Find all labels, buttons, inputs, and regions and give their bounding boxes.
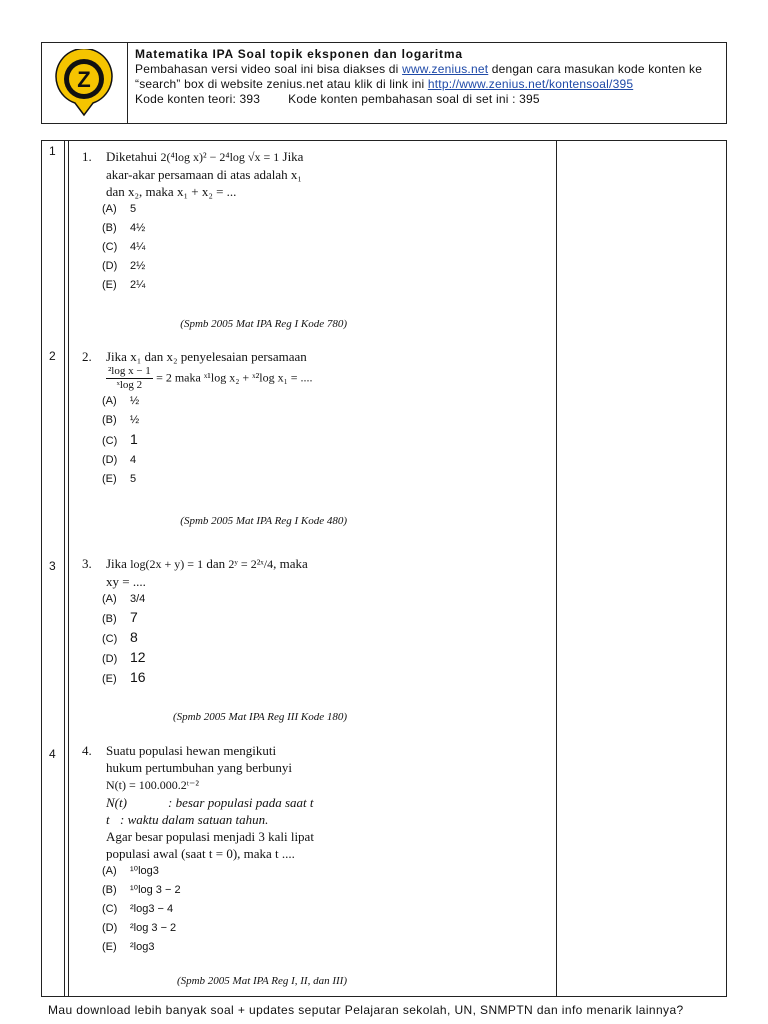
option-a[interactable]: (A) 3/4 [102, 593, 146, 605]
option-b[interactable]: (B) 4½ [102, 222, 146, 234]
header-text [135, 47, 725, 107]
question-3 [82, 555, 344, 688]
equation: log(2x + y) = 1 [130, 557, 204, 571]
option-d[interactable]: (D) 12 [102, 649, 146, 665]
equation: = 2 maka ˣ¹log x₂ + ˣ²log x₁ = .... [156, 370, 313, 385]
question-4 [82, 742, 344, 957]
option-c[interactable]: (C) ²log3 − 4 [102, 903, 174, 915]
question-source: (Spmb 2005 Mat IPA Reg I, II, dan III) [176, 975, 347, 987]
question-source: (Spmb 2005 Mat IPA Reg III Kode 180) [172, 711, 347, 723]
header-line-2 [135, 62, 725, 77]
question-text: Suatu populasi hewan mengikuti hukum pertumbuhan yang berbunyi N(t) = 100.000.2ᵗ⁻² N(t) : besar populasi pada saat t t : waktu dalam satuan tahun. Agar besar populasi menjadi 3 kali lipat populasi awal (saat t = 0), maka t .... [106, 743, 314, 861]
header-line2-suffix: dengan cara masukan kode konten ke [488, 62, 703, 76]
kontensoal-link[interactable]: http://www.zenius.net/kontensoal/395 [427, 77, 634, 91]
answer-options [102, 590, 344, 688]
document-title: Matematika IPA Soal topik eksponen dan logaritma [135, 47, 463, 61]
option-e[interactable]: (E) 5 [102, 473, 137, 485]
answer-options [102, 200, 344, 295]
option-e[interactable]: (E) ²log3 [102, 941, 155, 953]
logo-cell [42, 43, 128, 123]
question-text: Diketahui 2(⁴log x)² − 2⁴log √x = 1 Jika akar-akar persamaan di atas adalah x₁ dan x₂, maka x₁ + x₂ = ... [106, 149, 304, 199]
header-line3-prefix: “search” box di website zenius.net atau klik di link ini [135, 77, 428, 91]
equation: N(t) = 100.000.2ᵗ⁻² [106, 778, 199, 792]
logo-letter: Z [77, 67, 91, 92]
option-d[interactable]: (D) ²log 3 − 2 [102, 922, 177, 934]
header-box [41, 42, 727, 124]
equation: 2ʸ = 2²ˣ/4 [228, 557, 274, 571]
option-d[interactable]: (D) 2½ [102, 260, 146, 272]
option-b[interactable]: (B) 7 [102, 609, 138, 625]
option-a[interactable]: (A) ¹⁰log3 [102, 865, 159, 877]
question-number: 2. [82, 349, 92, 364]
option-b[interactable]: (B) ½ [102, 414, 140, 426]
question-number: 4. [82, 743, 92, 758]
question-source: (Spmb 2005 Mat IPA Reg I Kode 780) [180, 318, 347, 330]
row-number: 4 [49, 747, 56, 761]
column-divider [556, 141, 557, 996]
question-number: 3. [82, 556, 92, 571]
option-d[interactable]: (D) 4 [102, 454, 137, 466]
header-line-3 [135, 77, 725, 92]
zenius-link[interactable]: www.zenius.net [402, 62, 489, 76]
question-number: 1. [82, 149, 92, 164]
option-a[interactable]: (A) ½ [102, 395, 140, 407]
option-e[interactable]: (E) 16 [102, 669, 146, 685]
option-b[interactable]: (B) ¹⁰log 3 − 2 [102, 884, 181, 896]
answer-options [102, 392, 344, 489]
option-c[interactable]: (C) 1 [102, 431, 138, 447]
question-source: (Spmb 2005 Mat IPA Reg I Kode 480) [180, 515, 347, 527]
row-number: 3 [49, 559, 56, 573]
header-line2-prefix: Pembahasan versi video soal ini bisa diakses di [135, 62, 403, 76]
row-number: 1 [49, 144, 56, 158]
option-c[interactable]: (C) 8 [102, 629, 138, 645]
equation-fraction: $\frac{\text{²log x − 1}}{\text{ˣlog 2}}$ [108, 365, 151, 391]
kode-pembahasan: Kode konten pembahasan soal di set ini : 395 [288, 92, 540, 106]
zenius-logo [53, 49, 115, 117]
equation: 2(⁴log x)² − 2⁴log √x = 1 [160, 150, 280, 164]
question-1 [82, 148, 344, 295]
column-divider [64, 141, 65, 996]
column-divider [68, 141, 69, 996]
option-a[interactable]: (A) 5 [102, 203, 137, 215]
header-line-4 [135, 92, 725, 107]
question-table [41, 140, 727, 997]
answer-options [102, 862, 344, 957]
question-text: Jika x₁ dan x₂ penyelesaian persamaan $\frac{\text{²log x − 1}}{\text{ˣlog 2}}$ = 2 maka ˣ¹log x₂ + ˣ²log x₁ = .... [106, 349, 313, 391]
question-2 [82, 348, 344, 489]
footer-text: Mau download lebih banyak soal + updates seputar Pelajaran sekolah, UN, SNMPTN dan info menarik lainnya? [48, 1003, 684, 1017]
row-number: 2 [49, 349, 56, 363]
option-e[interactable]: (E) 2¼ [102, 279, 146, 291]
option-c[interactable]: (C) 4¼ [102, 241, 146, 253]
kode-teori: Kode konten teori: 393 [135, 92, 261, 106]
question-text: Jika log(2x + y) = 1 dan 2ʸ = 2²ˣ/4, maka xy = .... [106, 556, 308, 589]
